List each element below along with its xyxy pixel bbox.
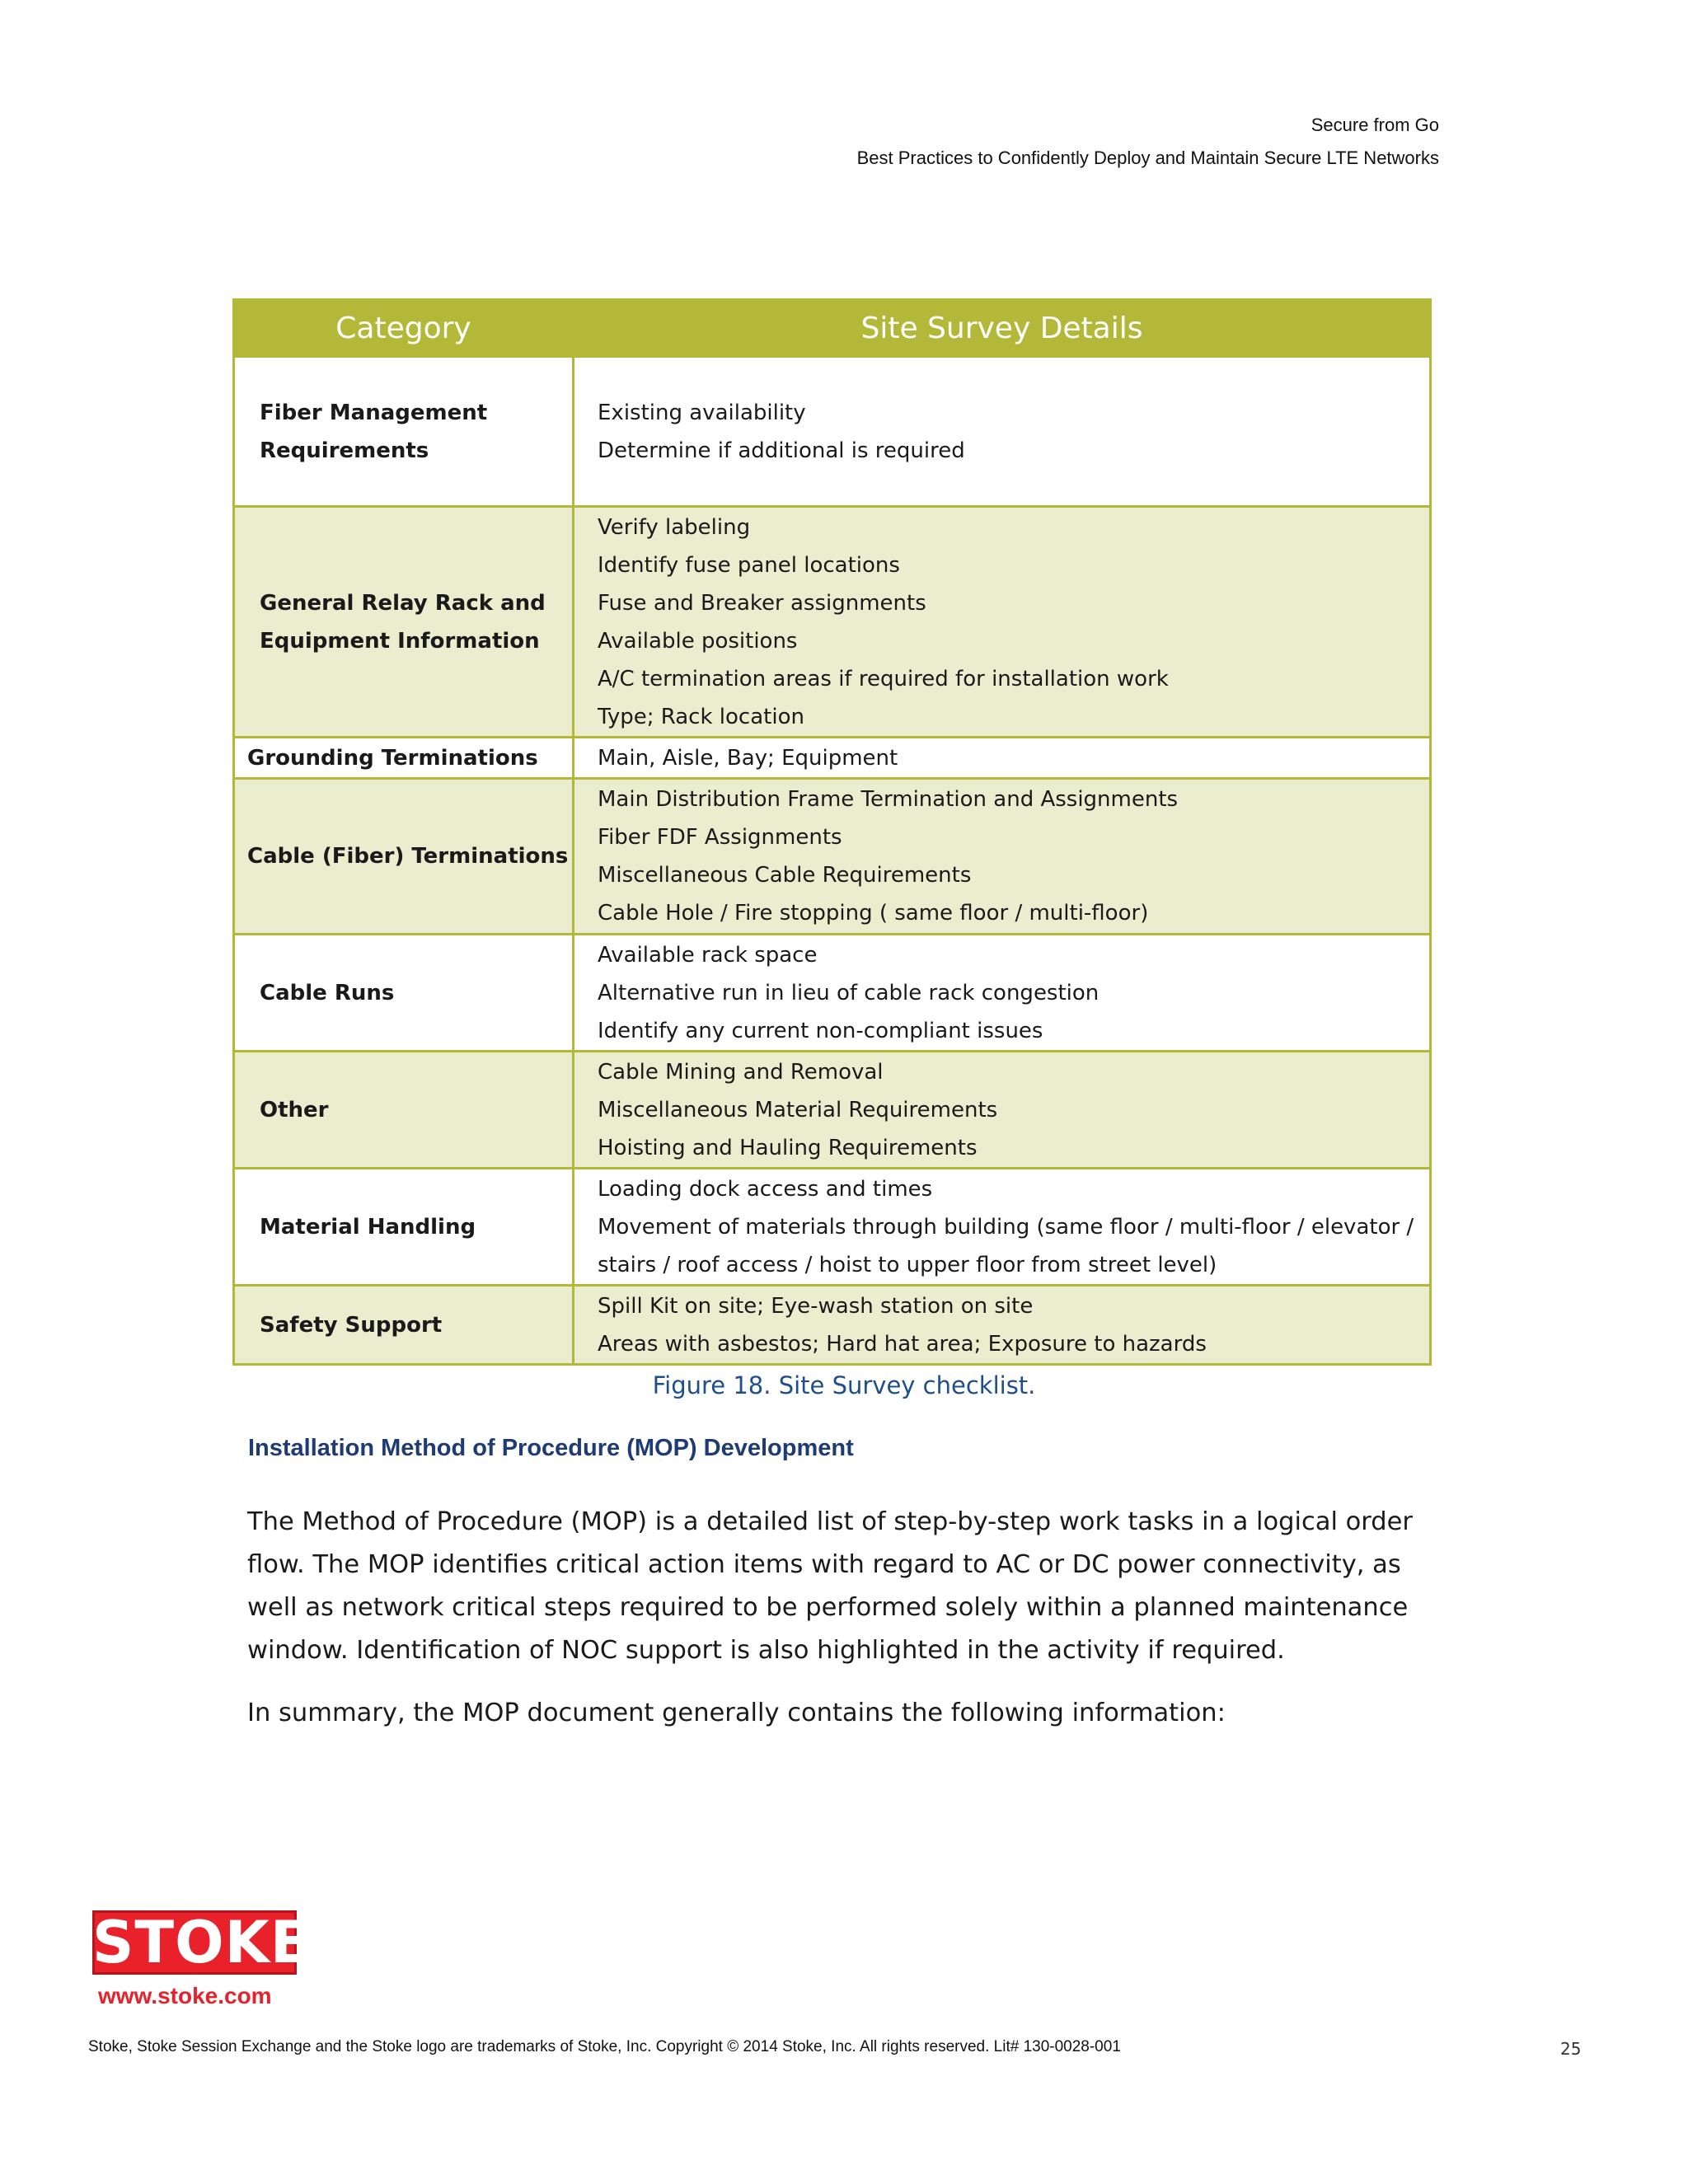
details-cell	[574, 1052, 1431, 1169]
detail-item: Hoisting and Hauling Requirements	[598, 1135, 978, 1160]
detail-item: Cable Hole / Fire stopping ( same floor / multi-floor)	[598, 901, 1149, 926]
table-row	[234, 357, 1431, 507]
detail-item: Available positions	[598, 628, 798, 654]
website-link[interactable]: www.stoke.com	[98, 1983, 272, 2008]
body-paragraph: The Method of Procedure (MOP) is a detailed list of step-by-step work tasks in a logical order flow. The MOP identifies critical action items with regard to AC or DC power connectivity, as well as network critical steps required to be performed solely within a planned maintenance window. Identification of NOC support is also highlighted in the activity if required.	[247, 1507, 1413, 1665]
category-cell	[234, 738, 574, 779]
category-text: Grounding Terminations	[247, 745, 538, 771]
detail-item: Loading dock access and times	[598, 1176, 933, 1202]
table-row	[234, 738, 1431, 779]
detail-item: Main Distribution Frame Termination and Assignments	[598, 787, 1179, 812]
detail-item: Available rack space	[598, 942, 818, 968]
category-cell	[234, 507, 574, 738]
detail-item: Movement of materials through building (same floor / multi-floor / elevator /	[598, 1214, 1414, 1240]
table-row	[234, 935, 1431, 1052]
table-row	[234, 507, 1431, 738]
category-text: Material Handling	[260, 1214, 476, 1240]
category-cell	[234, 1052, 574, 1169]
category-cell	[234, 935, 574, 1052]
category-text: General Relay Rack and	[260, 590, 546, 616]
detail-item: Identify any current non-compliant issues	[598, 1018, 1043, 1043]
page-number: 25	[1560, 2039, 1582, 2059]
details-cell	[574, 738, 1431, 779]
detail-item: Main, Aisle, Bay; Equipment	[598, 745, 898, 771]
detail-item: Verify labeling	[598, 514, 751, 540]
copyright-footer: Stoke, Stoke Session Exchange and the Stoke logo are trademarks of Stoke, Inc. Copyright © 2014 Stoke, Inc. All rights reserved. Lit# 130-0028-001	[88, 2038, 1121, 2055]
category-text: Requirements	[260, 438, 429, 463]
category-text: Cable Runs	[260, 980, 395, 1005]
detail-item: A/C termination areas if required for installation work	[598, 666, 1169, 691]
category-text: Safety Support	[260, 1312, 443, 1338]
detail-item: Identify fuse panel locations	[598, 552, 900, 578]
body-paragraph: In summary, the MOP document generally contains the following information:	[247, 1699, 1226, 1727]
table-row	[234, 1052, 1431, 1169]
detail-item: Determine if additional is required	[598, 438, 965, 463]
category-cell	[234, 1286, 574, 1365]
category-text: Other	[260, 1097, 329, 1122]
section-heading: Installation Method of Procedure (MOP) Development	[248, 1435, 854, 1461]
figure-caption: Figure 18. Site Survey checklist.	[652, 1371, 1036, 1399]
category-text: Cable (Fiber) Terminations	[247, 844, 569, 869]
details-column-header: Site Survey Details	[574, 300, 1431, 357]
site-survey-table	[232, 298, 1432, 1366]
stoke-logo: STOKE	[92, 1909, 311, 1976]
category-cell	[234, 1169, 574, 1286]
detail-item: Miscellaneous Material Requirements	[598, 1097, 998, 1122]
header-subtitle: Best Practices to Confidently Deploy and Maintain Secure LTE Networks	[856, 148, 1439, 168]
details-cell	[574, 1286, 1431, 1365]
detail-item: Cable Mining and Removal	[598, 1059, 884, 1085]
category-text: Fiber Management	[260, 400, 488, 425]
category-column-header: Category	[234, 300, 574, 357]
table-row	[234, 779, 1431, 935]
header-title: Secure from Go	[1311, 115, 1439, 135]
detail-item: Areas with asbestos; Hard hat area; Exposure to hazards	[598, 1331, 1207, 1357]
detail-item: stairs / roof access / hoist to upper floor from street level)	[598, 1252, 1217, 1277]
details-cell	[574, 507, 1431, 738]
table-row	[234, 1286, 1431, 1365]
details-cell	[574, 779, 1431, 935]
details-cell	[574, 1169, 1431, 1286]
page-header	[857, 109, 1439, 175]
detail-item: Fiber FDF Assignments	[598, 825, 842, 850]
category-cell	[234, 779, 574, 935]
category-cell	[234, 357, 574, 507]
detail-item: Existing availability	[598, 400, 806, 425]
detail-item: Type; Rack location	[598, 704, 804, 729]
table-row	[234, 1169, 1431, 1286]
detail-item: Alternative run in lieu of cable rack congestion	[598, 980, 1100, 1005]
details-cell	[574, 357, 1431, 507]
table-header-row	[234, 300, 1431, 357]
detail-item: Fuse and Breaker assignments	[598, 590, 926, 616]
details-cell	[574, 935, 1431, 1052]
detail-item: Miscellaneous Cable Requirements	[598, 863, 972, 888]
detail-item: Spill Kit on site; Eye-wash station on site	[598, 1293, 1034, 1319]
category-text: Equipment Information	[260, 628, 540, 654]
